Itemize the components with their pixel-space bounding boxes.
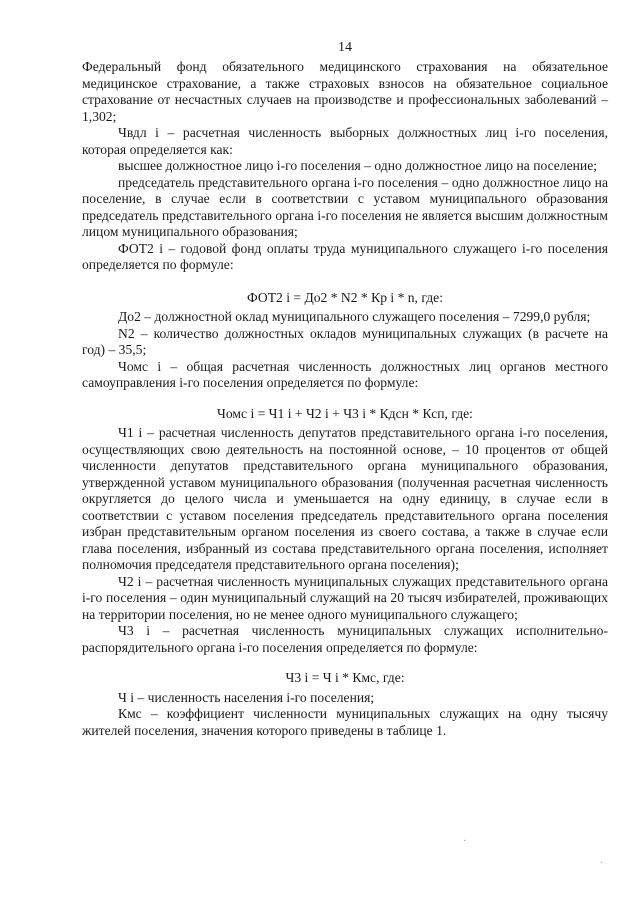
scan-mark: · xyxy=(600,858,604,869)
document-page xyxy=(82,40,608,739)
paragraph: высшее должностное лицо i-го поселения – одно должностное лицо на поселение; xyxy=(118,158,598,173)
paragraph: председатель представительного органа i-го поселения – одно должностное лицо на поселение, в случае если в соответствии с уставом муниципального образования председатель представительного органа i-го поселения не является высшим должностным лицом муниципального образования; xyxy=(82,174,608,239)
formula-line: Чомс i = Ч1 i + Ч2 i + Ч3 i * Кдсн * Ксп, где: xyxy=(217,405,473,421)
paragraph: До2 – должностной оклад муниципального служащего поселения – 7299,0 рубля; xyxy=(118,309,591,324)
paragraph: Ч1 i – расчетная численность депутатов представительного органа i-го поселения, осуществляющих свою деятельность на постоянной основе, – 10 процентов от общей численности депутатов представительного органа муниципального образования, утвержденной уставом муниципального образования (полученная расчетная численность округляется до целого числа и уменьшается на одну единицу, в случае если в соответствии с уставом поселения председатель представительного органа поселения избран представительным органом поселения из своего состава, а также в случае если глава поселения, избранный из состава представительного органа поселения, исполняет полномочия председателя представительного органа поселения); xyxy=(82,425,608,572)
formula-line: Ч3 i = Ч i * Кмс, где: xyxy=(285,670,405,685)
paragraph: Чомс i – общая расчетная численность должностных лиц органов местного самоуправления i-го поселения определяется по формуле: xyxy=(82,358,608,390)
scan-mark: · xyxy=(463,836,467,847)
paragraph: Ч3 i – расчетная численность муниципальных служащих исполнительно-распорядительного органа i-го поселения определяется по формуле: xyxy=(82,623,608,655)
document-body xyxy=(82,59,608,739)
paragraph: N2 – количество должностных окладов муниципальных служащих (в расчете на год) – 35,5; xyxy=(82,325,608,357)
paragraph: ФОТ2 i – годовой фонд оплаты труда муниципального служащего i-го поселения определяется по формуле: xyxy=(82,240,608,272)
paragraph: Чвдл i – расчетная численность выборных должностных лиц i-го поселения, которая определяется как: xyxy=(82,125,608,157)
formula-line: ФОТ2 i = До2 * N2 * Кр i * n, где: xyxy=(247,289,443,305)
paragraph: Федеральный фонд обязательного медицинского страхования на обязательное медицинское страхование, а также страховых взносов на обязательное социальное страхование от несчастных случаев на производстве и профессиональных заболеваний – 1,302; xyxy=(82,59,608,124)
paragraph: Ч i – численность населения i-го поселения; xyxy=(118,689,375,705)
paragraph: Ч2 i – расчетная численность муниципальных служащих представительного органа i-го поселения – один муниципальный служащий на 20 тысяч избирателей, проживающих на территории поселения, но не менее одного муниципального служащего; xyxy=(82,573,608,622)
page-number: 14 xyxy=(338,40,352,55)
paragraph: Кмс – коэффициент численности муниципальных служащих на одну тысячу жителей поселения, значения которого приведены в таблице 1. xyxy=(82,706,608,738)
